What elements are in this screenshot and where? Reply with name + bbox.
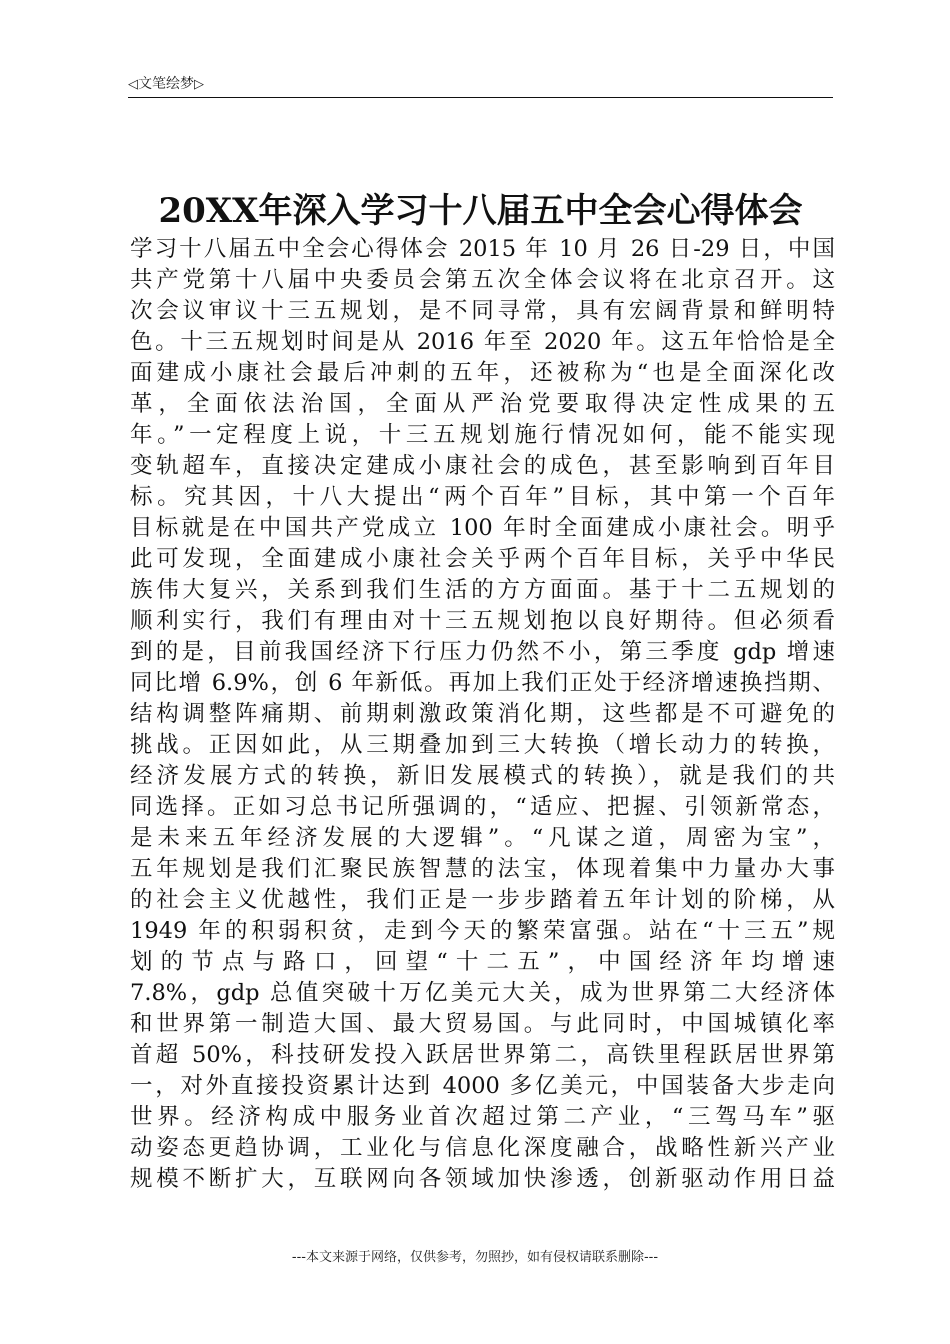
body-line: 目标就是在中国共产党成立 100 年时全面建成小康社会。明乎 bbox=[130, 515, 835, 541]
body-line: 族伟大复兴，关系到我们生活的方方面面。基于十二五规划的 bbox=[130, 577, 835, 603]
left-triangle-icon: ◁ bbox=[128, 77, 138, 92]
body-line: 学习十八届五中全会心得体会 2015 年 10 月 26 日-29 日，中国 bbox=[130, 236, 835, 262]
body-line: 色。十三五规划时间是从 2016 年至 2020 年。这五年恰恰是全 bbox=[130, 329, 835, 355]
body-line: 标。究其因，十八大提出“两个百年”目标，其中第一个百年 bbox=[130, 484, 835, 510]
right-triangle-icon: ▷ bbox=[194, 77, 204, 92]
body-line: 顺利实行，我们有理由对十三五规划抱以良好期待。但必须看 bbox=[130, 608, 835, 634]
body-line: 划的节点与路口，回望“十二五”，中国经济年均增速 bbox=[130, 949, 835, 975]
body-line: 世界。经济构成中服务业首次超过第二产业，“三驾马车”驱 bbox=[130, 1104, 835, 1130]
body-line: 面建成小康社会最后冲刺的五年，还被称为“也是全面深化改 bbox=[130, 360, 835, 386]
body-line: 此可发现，全面建成小康社会关乎两个百年目标，关乎中华民 bbox=[130, 546, 835, 572]
body-line: 和世界第一制造大国、最大贸易国。与此同时，中国城镇化率 bbox=[130, 1011, 835, 1037]
footer-notice: ---本文来源于网络，仅供参考，勿照抄，如有侵权请联系删除--- bbox=[291, 1250, 659, 1265]
body-line: 同选择。正如习总书记所强调的，“适应、把握、引领新常态， bbox=[130, 794, 835, 820]
body-line: 的社会主义优越性，我们正是一步步踏着五年计划的阶梯，从 bbox=[130, 887, 835, 913]
body-line: 共产党第十八届中央委员会第五次全体会议将在北京召开。这 bbox=[130, 267, 835, 293]
body-line: 到的是，目前我国经济下行压力仍然不小，第三季度 gdp 增速 bbox=[130, 639, 835, 665]
body-line: 7.8%，gdp 总值突破十万亿美元大关，成为世界第二大经济体 bbox=[130, 980, 835, 1006]
body-line: 五年规划是我们汇聚民族智慧的法宝，体现着集中力量办大事 bbox=[130, 856, 835, 882]
body-line: 是未来五年经济发展的大逻辑”。“凡谋之道，周密为宝”， bbox=[130, 825, 835, 851]
header-divider bbox=[128, 97, 833, 98]
page-header bbox=[128, 74, 204, 95]
body-line: 年。”一定程度上说，十三五规划施行情况如何，能不能实现 bbox=[130, 422, 835, 448]
body-line: 结构调整阵痛期、前期刺激政策消化期，这些都是不可避免的 bbox=[130, 701, 835, 727]
document-body bbox=[130, 234, 835, 1195]
body-line: 首超 50%，科技研发投入跃居世界第二，高铁里程跃居世界第 bbox=[130, 1042, 835, 1068]
body-line: 同比增 6.9%，创 6 年新低。再加上我们正处于经济增速换挡期、 bbox=[130, 670, 835, 696]
body-line: 动姿态更趋协调，工业化与信息化深度融合，战略性新兴产业 bbox=[130, 1135, 835, 1161]
body-line: 经济发展方式的转换，新旧发展模式的转换），就是我们的共 bbox=[130, 763, 835, 789]
body-line: 变轨超车，直接决定建成小康社会的成色，甚至影响到百年目 bbox=[130, 453, 835, 479]
body-line: 革，全面依法治国，全面从严治党要取得决定性成果的五 bbox=[130, 391, 835, 417]
body-line: 规模不断扩大，互联网向各领域加快渗透，创新驱动作用日益 bbox=[130, 1166, 835, 1192]
body-line: 一，对外直接投资累计达到 4000 多亿美元，中国装备大步走向 bbox=[130, 1073, 835, 1099]
body-line: 挑战。正因如此，从三期叠加到三大转换（增长动力的转换， bbox=[130, 732, 835, 758]
body-line: 次会议审议十三五规划，是不同寻常，具有宏阔背景和鲜明特 bbox=[130, 298, 835, 324]
document-title: 20XX年深入学习十八届五中全会心得体会 bbox=[158, 191, 803, 231]
site-name: 文笔绘梦 bbox=[138, 76, 194, 92]
body-line: 1949 年的积弱积贫，走到今天的繁荣富强。站在“十三五”规 bbox=[130, 918, 835, 944]
